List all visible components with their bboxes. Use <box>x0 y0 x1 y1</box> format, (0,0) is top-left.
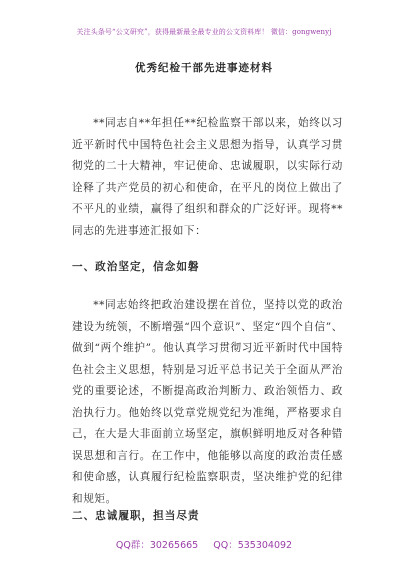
intro-paragraph: **同志自**年担任**纪检监察干部以来，始终以习近平新时代中国特色社会主义思想为指导，认真学习贯彻党的二十大精神，牢记使命、忠诚履职，以实际行动诠释了共产党员的初心和使命，在平凡的岗位上做出了不平凡的业绩，赢得了组织和群众的广泛好评。现将**同志的先进事迹汇报如下： <box>72 117 343 237</box>
footer-qq: QQ：535304092 <box>213 540 293 551</box>
footer-qq-group: QQ群：30265665 <box>115 540 199 551</box>
footer-contact <box>0 537 408 551</box>
section-heading-2: 二、忠诚履职，担当尽责 <box>72 510 200 522</box>
section-heading-1: 一、政治坚定，信念如磐 <box>72 261 200 273</box>
document-title: 优秀纪检干部先进事迹材料 <box>135 62 273 74</box>
section-1-paragraph: **同志始终把政治建设摆在首位，坚持以党的政治建设为统领，不断增强“四个意识”、坚定“四个自信”、做到“两个维护”。他认真学习贯彻习近平新时代中国特色社会主义思想，特别是习近平总书记关于全面从严治党的重要论述，不断提高政治判断力、政治领悟力、政治执行力。他始终以党章党规党纪为准绳，严格要求自己，在大是大非面前立场坚定，旗帜鲜明地反对各种错误思想和言行。在工作中，他能够以高度的政治责任感和使命感，认真履行纪检监察职责，坚决维护党的纪律和规矩。 <box>72 299 343 505</box>
header-banner: 关注头条号“公文研究”，获得最新最全最专业的公文资料库！ 微信：gongwenyj <box>76 28 332 36</box>
